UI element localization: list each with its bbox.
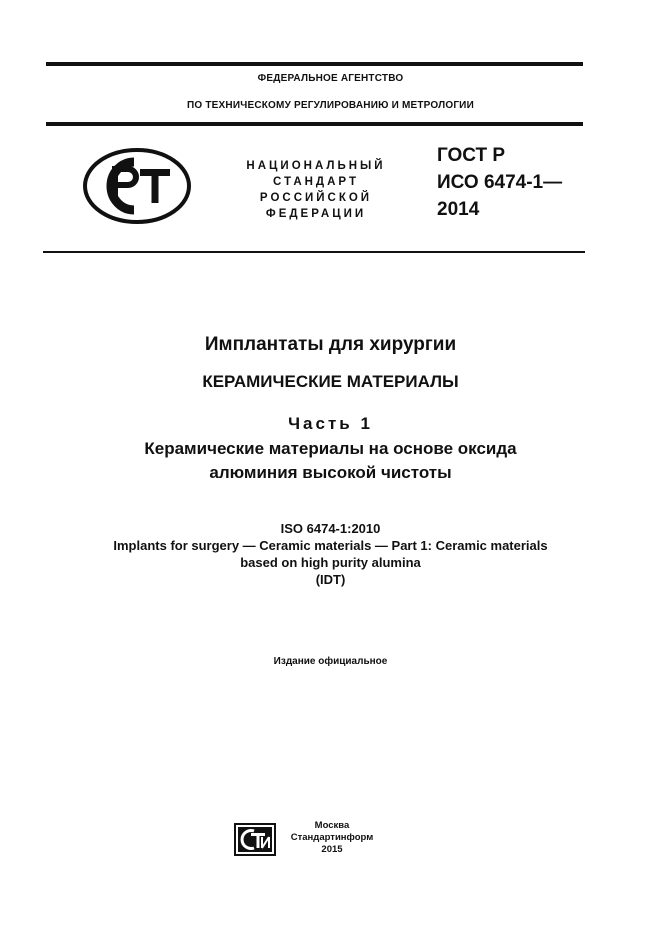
national-standard-line-4: ФЕДЕРАЦИИ xyxy=(265,208,367,220)
document-subtitle: КЕРАМИЧЕСКИЕ МАТЕРИАЛЫ xyxy=(202,372,459,391)
iso-english-title-line-2: based on high purity alumina xyxy=(240,555,421,570)
iso-reference xyxy=(0,520,661,588)
part-title-line-1: Керамические материалы на основе оксида xyxy=(144,439,517,458)
publisher-city: Москва xyxy=(314,820,350,831)
document-title: Имплантаты для хирургии xyxy=(204,334,457,355)
iso-english-title-line-1: Implants for surgery — Ceramic materials — Part 1: Ceramic materials xyxy=(113,538,548,553)
iso-equivalence: (IDT) xyxy=(315,572,346,587)
part-number: Часть 1 xyxy=(288,414,373,433)
gost-designation xyxy=(437,142,562,223)
standard-block-rule xyxy=(43,251,585,253)
part-title xyxy=(0,437,661,485)
publisher-info xyxy=(282,820,382,856)
gost-line-2: ИСО 6474-1— xyxy=(437,172,563,193)
rst-gost-logo-icon xyxy=(82,147,192,225)
standartinform-logo-icon xyxy=(234,823,276,856)
top-rule xyxy=(46,62,583,66)
gost-line-1: ГОСТ Р xyxy=(437,145,506,166)
national-standard-line-3: РОССИЙСКОЙ xyxy=(259,192,373,204)
gost-line-3: 2014 xyxy=(437,199,480,220)
publisher-year: 2015 xyxy=(321,844,343,855)
header-bottom-rule xyxy=(46,122,583,126)
agency-line-2: ПО ТЕХНИЧЕСКОМУ РЕГУЛИРОВАНИЮ И МЕТРОЛОГИИ xyxy=(187,100,474,111)
publisher-name: Стандартинформ xyxy=(290,832,374,843)
national-standard-line-1: НАЦИОНАЛЬНЫЙ xyxy=(246,160,386,172)
iso-number: ISO 6474-1:2010 xyxy=(280,521,381,536)
edition-label: Издание официальное xyxy=(273,656,388,667)
agency-line-1: ФЕДЕРАЛЬНОЕ АГЕНТСТВО xyxy=(257,73,404,84)
national-standard-label xyxy=(228,158,404,222)
national-standard-line-2: СТАНДАРТ xyxy=(273,176,359,188)
part-title-line-2: алюминия высокой чистоты xyxy=(209,463,452,482)
